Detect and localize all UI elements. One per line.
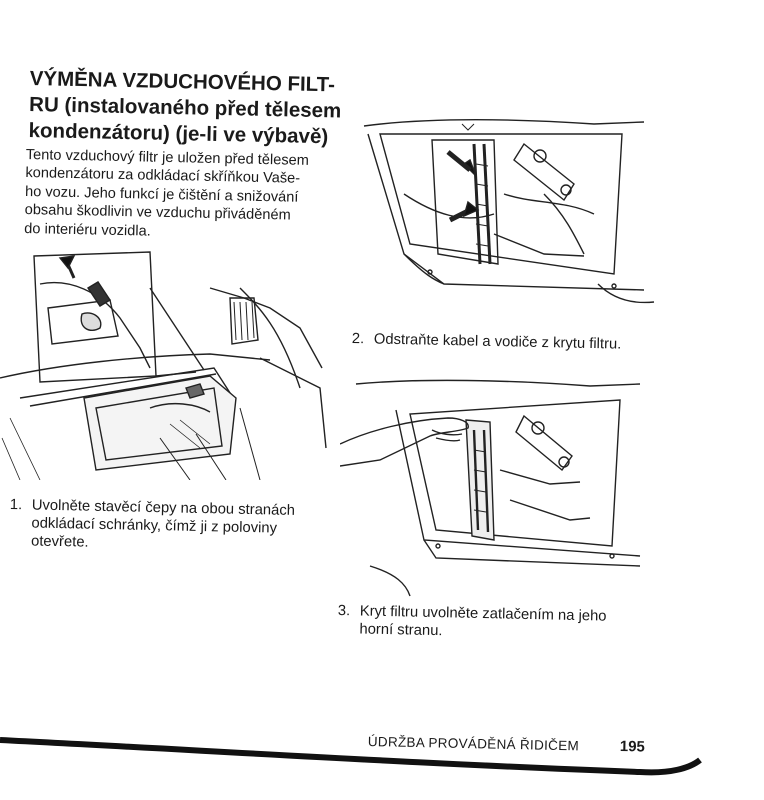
page-edge-line bbox=[0, 730, 764, 800]
intro-line: kondenzátoru za odkládací skříňkou Vaše- bbox=[25, 165, 301, 188]
step-line: odkládací schránky, čímž ji z poloviny bbox=[31, 515, 278, 537]
intro-paragraph bbox=[24, 146, 346, 245]
step-line: Kryt filtru uvolněte zatlačením na jeho bbox=[359, 603, 607, 625]
step-line: horní stranu. bbox=[359, 621, 443, 640]
figure-3-push-cover-illustration bbox=[340, 370, 670, 600]
step-line: Odstraňte kabel a vodiče z krytu filtru. bbox=[373, 331, 622, 353]
step-line: Uvolněte stavěcí čepy na obou stranách bbox=[31, 497, 296, 519]
figure-1-glovebox-illustration bbox=[0, 248, 330, 480]
step-3 bbox=[337, 602, 658, 653]
step-1 bbox=[9, 496, 330, 563]
intro-line: ho vozu. Jeho funkcí je čištění a snižování bbox=[24, 183, 299, 206]
step-number: 3. bbox=[337, 602, 351, 620]
step-2 bbox=[351, 330, 661, 360]
intro-line: Tento vzduchový filtr je uložen před tělesem bbox=[25, 146, 310, 169]
title-line: RU (instalovaného před tělesem bbox=[28, 92, 342, 123]
section-title bbox=[28, 66, 350, 151]
intro-line: do interiéru vozidla. bbox=[24, 220, 151, 240]
figure-2-cable-removal-illustration bbox=[344, 104, 674, 314]
title-line: VÝMĚNA VZDUCHOVÉHO FILT- bbox=[29, 66, 336, 97]
step-line: otevřete. bbox=[30, 533, 89, 551]
intro-line: obsahu škodlivin ve vzduchu přiváděném bbox=[24, 202, 291, 224]
step-number: 1. bbox=[9, 496, 23, 514]
footer-chapter-title: ÚDRŽBA PROVÁDĚNÁ ŘIDIČEM bbox=[367, 734, 580, 754]
step-number: 2. bbox=[351, 330, 365, 348]
page-number: 195 bbox=[619, 738, 646, 756]
title-line: kondenzátoru) (je-li ve výbavě) bbox=[28, 118, 329, 149]
